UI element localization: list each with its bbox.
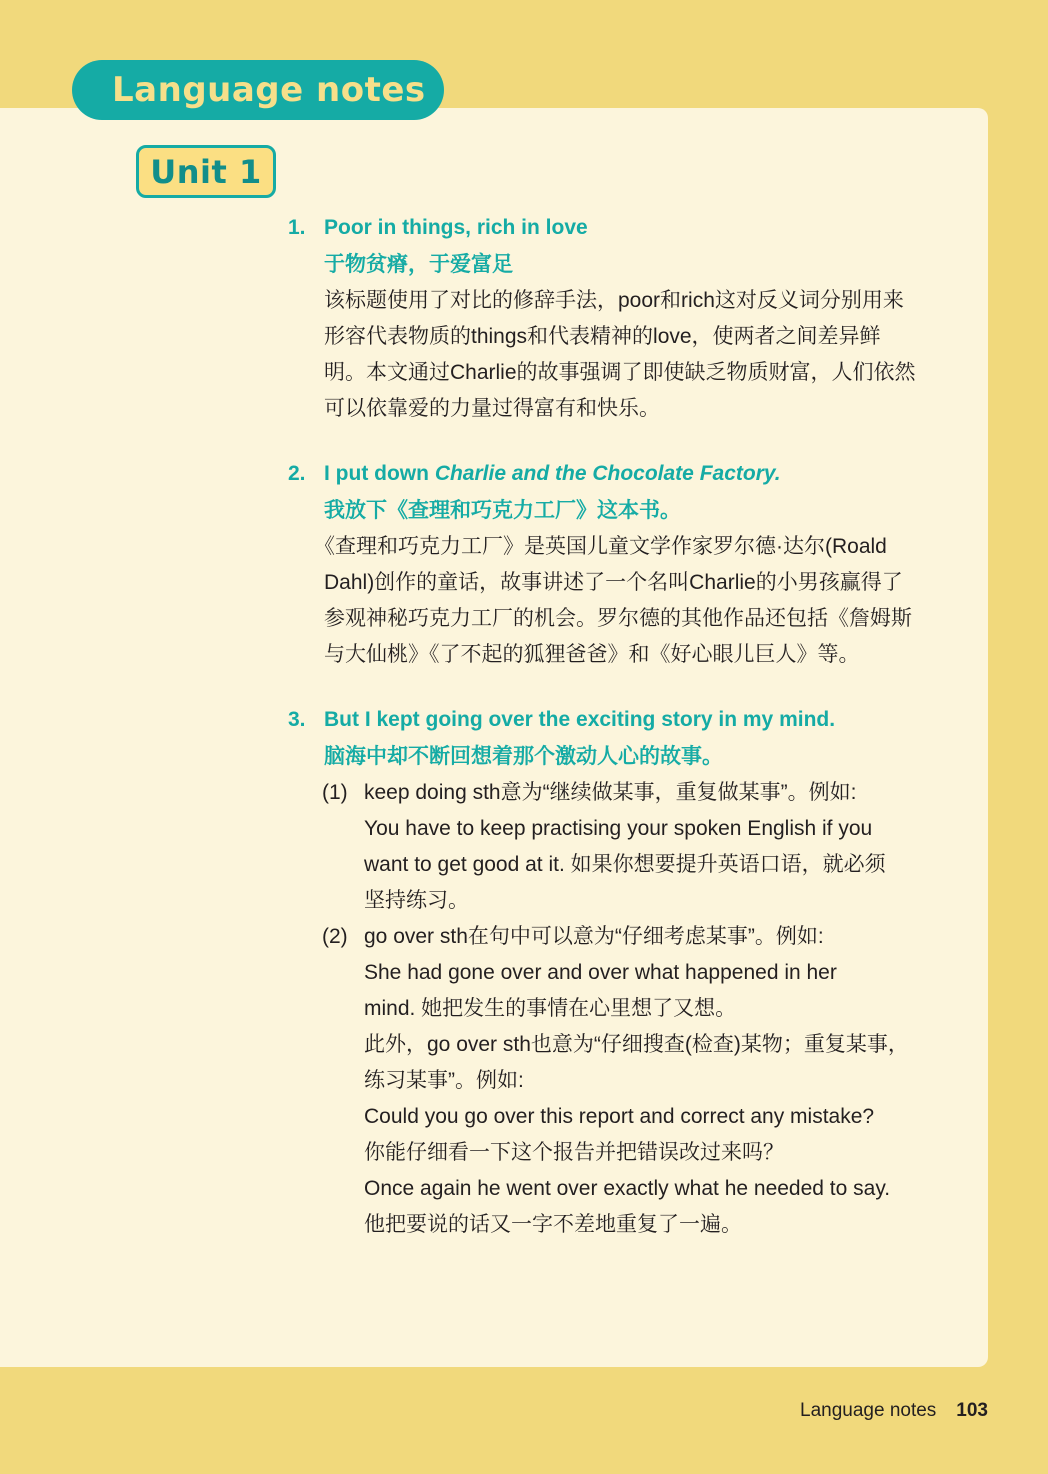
note-3-sub2-line: 他把要说的话又一字不差地重复了一遍。 bbox=[364, 1213, 742, 1236]
note-3-sub2-line: 你能仔细看一下这个报告并把错误改过来吗？ bbox=[364, 1141, 784, 1164]
unit-label: Unit 1 bbox=[150, 152, 262, 191]
note-1-body-line: 形容代表物质的things和代表精神的love，使两者之间差异鲜 bbox=[324, 325, 881, 348]
note-2-title-zh: 我放下《查理和巧克力工厂》这本书。 bbox=[324, 499, 681, 522]
page-number: 103 bbox=[956, 1400, 988, 1421]
note-3-sub2-line: 此外，go over sth也意为“仔细搜查(检查)某物；重复某事， bbox=[364, 1033, 909, 1056]
note-3-sub2-line: 练习某事”。例如: bbox=[364, 1069, 524, 1092]
note-2-body-line: 《查理和巧克力工厂》是英国儿童文学作家罗尔德·达尔(Roald bbox=[314, 535, 887, 558]
note-3-sub1-line: want to get good at it. 如果你想要提升英语口语，就必须 bbox=[364, 853, 886, 876]
note-3-sub1-line: 坚持练习。 bbox=[364, 889, 469, 912]
note-3-sub2-first: go over sth在句中可以意为“仔细考虑某事”。例如: bbox=[364, 925, 824, 948]
note-3-sub2-line: mind. 她把发生的事情在心里想了又想。 bbox=[364, 997, 737, 1020]
note-2-body-line: 与大仙桃》《了不起的狐狸爸爸》和《好心眼儿巨人》等。 bbox=[324, 643, 860, 666]
note-3-sub2-line: She had gone over and over what happened in her bbox=[364, 961, 837, 984]
note-3-sub1-label: (1) bbox=[322, 781, 348, 804]
note-3-sub2-label: (2) bbox=[322, 925, 348, 948]
note-3-sub2-line: Once again he went over exactly what he needed to say. bbox=[364, 1177, 891, 1200]
section-title: Language notes bbox=[112, 70, 426, 110]
note-1-number: 1. bbox=[288, 216, 306, 239]
note-2-body-line: 参观神秘巧克力工厂的机会。罗尔德的其他作品还包括《詹姆斯 bbox=[324, 607, 912, 630]
note-1-body-line: 明。本文通过Charlie的故事强调了即使缺乏物质财富，人们依然 bbox=[324, 361, 916, 384]
note-2-title-en bbox=[324, 456, 781, 492]
section-header bbox=[72, 60, 444, 120]
note-1-body-line: 该标题使用了对比的修辞手法，poor和rich这对反义词分别用来 bbox=[324, 289, 904, 312]
note-2-title-book: Charlie and the Chocolate Factory bbox=[434, 462, 775, 485]
note-2-title-end: . bbox=[774, 462, 781, 485]
note-3-sub1-first: keep doing sth意为“继续做某事，重复做某事”。例如: bbox=[364, 781, 857, 804]
footer-label: Language notes bbox=[800, 1400, 937, 1421]
note-3-title-zh: 脑海中却不断回想着那个激动人心的故事。 bbox=[324, 745, 723, 768]
note-3-number: 3. bbox=[288, 708, 306, 731]
note-3-sub2-line: Could you go over this report and correct any mistake? bbox=[364, 1105, 875, 1128]
note-2-number: 2. bbox=[288, 462, 306, 485]
page-footer bbox=[800, 1400, 988, 1422]
note-3-sub1-line: You have to keep practising your spoken English if you bbox=[364, 817, 873, 840]
unit-label-box bbox=[136, 145, 276, 198]
note-1-title-en: Poor in things, rich in love bbox=[324, 216, 588, 239]
note-1-body-line: 可以依靠爱的力量过得富有和快乐。 bbox=[324, 397, 660, 420]
note-1-title-zh: 于物贫瘠，于爱富足 bbox=[324, 253, 513, 276]
note-3-title-en: But I kept going over the exciting story in my mind. bbox=[324, 708, 836, 731]
note-2-body-line: Dahl)创作的童话，故事讲述了一个名叫Charlie的小男孩赢得了 bbox=[324, 571, 903, 594]
note-2-title-plain: I put down bbox=[324, 462, 435, 485]
